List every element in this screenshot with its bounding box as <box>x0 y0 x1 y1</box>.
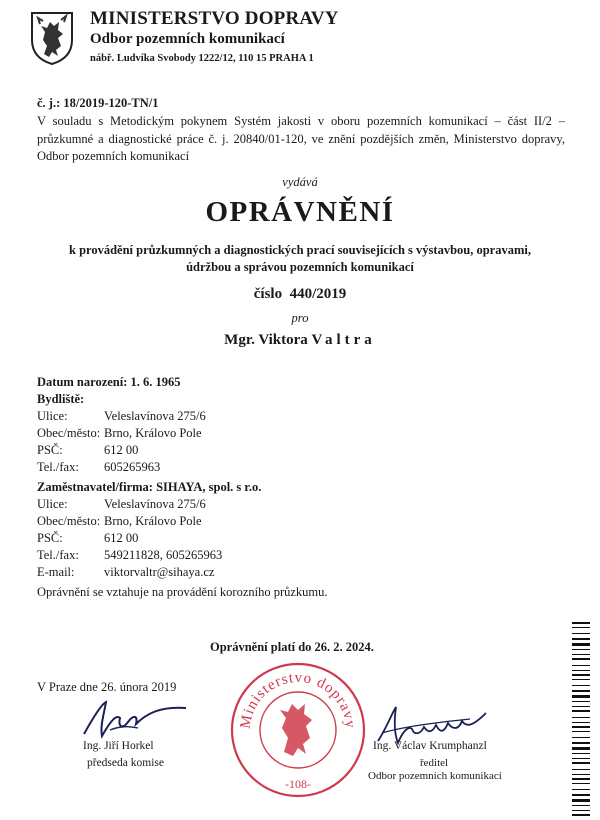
barcode-bar <box>572 654 590 655</box>
field-value: 612 00 <box>104 531 139 545</box>
stamp-number: -108- <box>285 777 311 791</box>
barcode-bar <box>572 706 590 707</box>
intro-paragraph: V souladu s Metodickým pokynem Systém jakosti v oboru pozemních komunikací – část II/2 – průzkumné a diagnostické práce č. j. 20840/01-120, ve znění pozdějších změn, Ministerstvo dopravy, Odbor pozemních komunikací <box>37 114 565 163</box>
pro-label: pro <box>291 311 309 325</box>
issues-label: vydává <box>282 175 318 189</box>
barcode-bar <box>572 731 590 732</box>
document-title: OPRÁVNĚNÍ <box>205 196 395 228</box>
field-label: Obec/město: <box>37 514 101 528</box>
place-and-date: V Praze dne 26. února 2019 <box>37 680 177 694</box>
right-signatory-department: Odbor pozemních komunikací <box>368 770 502 782</box>
barcode-bar <box>572 701 590 702</box>
holder-prefix: Mgr. Viktora <box>224 332 312 348</box>
field-value: Veleslavínova 275/6 <box>104 497 206 511</box>
field-label: Ulice: <box>37 409 68 423</box>
residence-heading: Bydliště: <box>37 392 85 406</box>
barcode-bar <box>572 747 590 750</box>
barcode-bar <box>572 794 590 796</box>
barcode-bar <box>572 658 590 660</box>
barcode-bar <box>572 649 590 650</box>
barcode-bar <box>572 769 590 770</box>
barcode-bar <box>572 679 590 680</box>
field-value: Veleslavínova 275/6 <box>104 409 206 423</box>
right-signatory-role: ředitel <box>420 757 449 769</box>
official-stamp <box>228 660 368 800</box>
holder-surname: Valtra <box>311 332 376 348</box>
barcode-bar <box>572 814 590 816</box>
barcode-bar <box>572 783 590 784</box>
barcode-bar <box>572 722 590 723</box>
barcode-bar <box>572 690 590 692</box>
employer-heading: Zaměstnavatel/firma: SIHAYA, spol. s r.o. <box>37 480 262 494</box>
barcode-bar <box>572 710 590 712</box>
field-value: Brno, Královo Pole <box>104 514 202 528</box>
authorization-scope: Oprávnění se vztahuje na provádění korozního průzkumu. <box>37 585 328 599</box>
left-signatory-role: předseda komise <box>87 757 164 769</box>
barcode-bar <box>572 737 590 738</box>
field-label: Tel./fax: <box>37 460 79 474</box>
holder-name <box>0 332 600 349</box>
right-signatory-name: Ing. Václav Krumphanzl <box>373 740 487 752</box>
field-value: Brno, Královo Pole <box>104 426 202 440</box>
field-label: Ulice: <box>37 497 68 511</box>
authorization-number: číslo 440/2019 <box>253 286 347 302</box>
barcode-bar <box>572 685 590 686</box>
barcode-bar <box>572 633 590 634</box>
ministry-name: MINISTERSTVO DOPRAVY <box>90 8 339 29</box>
barcode-icon <box>572 622 590 817</box>
state-emblem-icon <box>28 10 76 66</box>
department-name: Odbor pozemních komunikací <box>90 31 285 47</box>
barcode-bar <box>572 674 590 676</box>
field-label: Obec/město: <box>37 426 101 440</box>
signature-left <box>80 696 190 741</box>
reference-number: č. j.: 18/2019-120-TN/1 <box>37 96 159 110</box>
barcode-bar <box>572 670 590 671</box>
field-value: viktorvaltr@sihaya.cz <box>104 565 215 579</box>
subtitle-line-2: údržbou a správou pozemních komunikací <box>186 260 414 274</box>
barcode-bar <box>572 799 590 802</box>
barcode-bar <box>572 762 590 764</box>
barcode-bar <box>572 742 590 744</box>
barcode-bar <box>572 810 590 811</box>
field-label: Tel./fax: <box>37 548 79 562</box>
field-label: PSČ: <box>37 531 63 545</box>
barcode-bar <box>572 758 590 759</box>
field-label: E-mail: <box>37 565 75 579</box>
barcode-bar <box>572 774 590 775</box>
barcode-bar <box>572 753 590 754</box>
barcode-bar <box>572 717 590 718</box>
validity-date: Oprávnění platí do 26. 2. 2024. <box>210 640 374 654</box>
barcode-bar <box>572 665 590 666</box>
document-subtitle <box>0 242 600 276</box>
barcode-bar <box>572 622 590 624</box>
ministry-address: nábř. Ludvíka Svobody 1222/12, 110 15 PRAHA 1 <box>90 53 314 64</box>
field-value: 549211828, 605265963 <box>104 548 223 562</box>
field-value: 612 00 <box>104 443 139 457</box>
subtitle-line-1: k provádění průzkumných a diagnostických prací souvisejících s výstavbou, opravami, <box>69 243 531 257</box>
barcode-bar <box>572 643 590 646</box>
barcode-bar <box>572 627 590 628</box>
barcode-bar <box>572 778 590 780</box>
stamp-text: Ministerstvo dopravy <box>237 669 359 730</box>
barcode-bar <box>572 638 590 640</box>
field-value: 605265963 <box>104 460 161 474</box>
barcode-bar <box>572 726 590 728</box>
barcode-bar <box>572 695 590 698</box>
barcode-bar <box>572 789 590 790</box>
stamp-lion-icon <box>280 704 312 756</box>
field-label: PSČ: <box>37 443 63 457</box>
barcode-bar <box>572 805 590 806</box>
left-signatory-name: Ing. Jiří Horkel <box>83 740 154 752</box>
birth-date: Datum narození: 1. 6. 1965 <box>37 375 181 389</box>
